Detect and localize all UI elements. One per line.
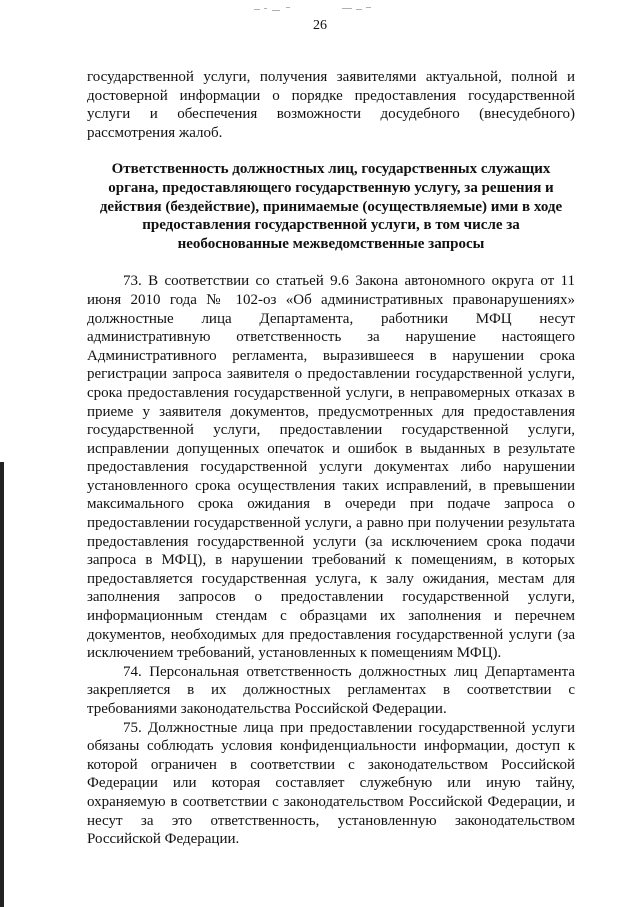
page-number: 26: [313, 18, 327, 33]
paragraph-73: 73. В соответствии со статьей 9.6 Закона автономного округа от 11 июня 2010 года № 102-оз «Об административных правонарушениях» должностные лица Департамента, работники МФЦ несут административную ответственность за нарушение настоящего Административного регламента, выразившееся в нарушении срока регистрации запроса заявителя о предоставлении государственной услуги, срока предоставления государственной услуги, в неправомерных отказах в приеме у заявителя документов, предусмотренных для предоставления государственной услуги, предоставлении государственной услуги, исправлении допущенных опечаток и ошибок в выданных в результате предоставления государственной услуги документах либо нарушении установленного срока осуществления таких исправлений, в превышении максимального срока ожидания в очереди при подаче запроса о предоставлении государственной услуги, а равно при получении результата предоставления государственной услуги (за исключением срока подачи запроса в МФЦ), в нарушении требований к помещениям, в которых предоставляется государственная услуга, к залу ожидания, местам для заполнения запросов о предоставлении государственной услуги, информационным стендам с образцами их заполнения и перечнем документов, необходимых для предоставления государственной услуги (за исключением требований, установленных к помещениям МФЦ).: [87, 273, 575, 662]
paragraph-75: 75. Должностные лица при предоставлении государственной услуги обязаны соблюдать условия конфиденциальности информации, доступ к которой ограничен в соответствии с законодательством Российской Федерации или которая составляет служебную или иную тайну, охраняемую в соответствии с законодательством Российской Федерации, и несут за это ответственность, установленную законодательством Российской Федерации.: [87, 719, 575, 848]
scan-noise-marks: [250, 4, 410, 14]
intro-paragraph: государственной услуги, получения заявителями актуальной, полной и достоверной информации о порядке предоставления государственной услуги и обеспечения возможности досудебного (внесудебного) рассмотрения жалоб.: [87, 69, 575, 141]
section-heading: Ответственность должностных лиц, государственных служащих органа, предоставляющего государственную услугу, за решения и действия (бездействие), принимаемые (осуществляемые) ими в ходе предоставления государственной услуги, в том числе за необоснованные межведомственные запросы: [99, 161, 563, 252]
paragraph-74: 74. Персональная ответственность должностных лиц Департамента закрепляется в их должностных регламентах в соответствии с требованиями законодательства Российской Федерации.: [87, 663, 575, 717]
document-body: [87, 68, 575, 849]
scan-edge-bar: [0, 462, 4, 907]
